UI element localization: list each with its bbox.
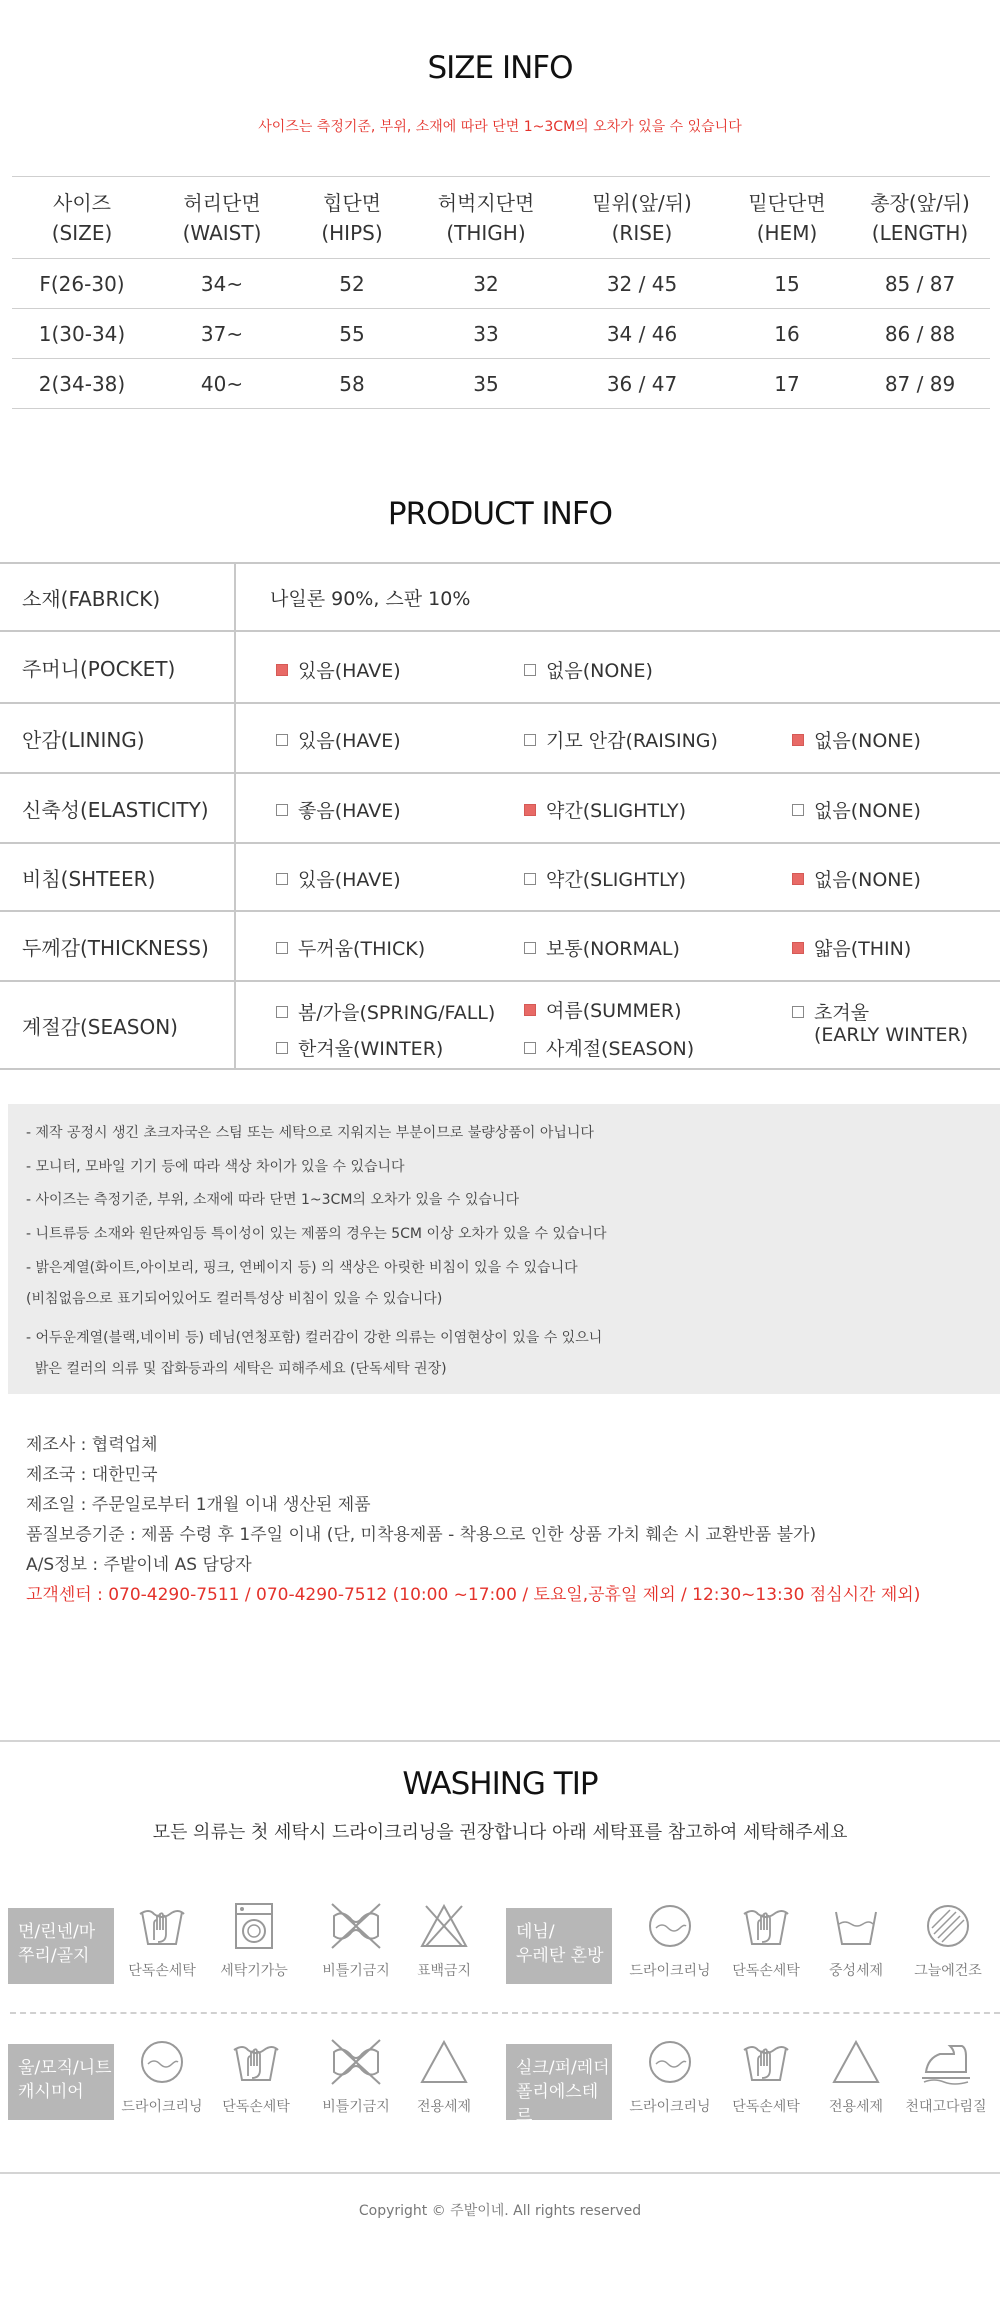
checkbox-indicator <box>792 804 804 816</box>
fabric-badge-cotton <box>8 1908 114 1984</box>
header-en: (HEM) <box>756 220 818 245</box>
detergent-triangle-icon <box>830 2036 882 2088</box>
badge-line: 우레탄 혼방 <box>516 1946 604 1966</box>
thickness-option-normal <box>524 934 680 961</box>
elasticity-row <box>0 774 1000 844</box>
wash-item <box>112 2036 212 2116</box>
notice-line: - 니트류등 소재와 원단짜임등 특이성이 있는 제품의 경우는 5CM 이상 오차가 있을 수 있습니다 <box>26 1226 607 1242</box>
badge-line: 폴리에스테르 <box>516 2082 599 2126</box>
option-label: 보통(NORMAL) <box>546 938 680 960</box>
wash-label: 그늘에건조 <box>914 1963 982 1979</box>
thickness-option-thick <box>276 934 425 961</box>
waist-cell: 37~ <box>152 309 292 359</box>
season-label: 계절감(SEASON) <box>0 982 236 1068</box>
option-label: 여름(SUMMER) <box>546 1000 682 1022</box>
size-cell: F(26-30) <box>12 259 152 309</box>
notice-line: 밝은 컬러의 의류 및 잡화등과의 세탁은 피해주세요 (단독세탁 권장) <box>26 1361 447 1377</box>
maker-line: 제조사 : 협력업체 <box>26 1435 158 1455</box>
table-row <box>12 309 990 359</box>
wash-label: 비틀기금지 <box>322 1963 390 1979</box>
table-row <box>12 259 990 309</box>
season-row <box>0 982 1000 1070</box>
notice-box <box>8 1104 1000 1394</box>
hips-cell: 58 <box>292 359 412 409</box>
wash-item <box>204 1900 304 1980</box>
checkbox-indicator <box>276 873 288 885</box>
option-label: 약간(SLIGHTLY) <box>546 800 687 822</box>
detergent-triangle-icon <box>418 2036 470 2088</box>
header-en: (WAIST) <box>182 220 262 245</box>
hem-cell: 15 <box>724 259 850 309</box>
rise-cell: 32 / 45 <box>560 259 724 309</box>
option-label: 두꺼움(THICK) <box>298 938 426 960</box>
option-label: 있음(HAVE) <box>298 730 401 752</box>
checkbox-indicator <box>524 1042 536 1054</box>
fabric-value: 나일론 90%, 스판 10% <box>270 588 471 610</box>
thigh-cell: 33 <box>412 309 560 359</box>
hand-wash-icon <box>740 2036 792 2088</box>
wash-label: 드라이크리닝 <box>121 2099 203 2115</box>
checkbox-indicator <box>276 734 288 746</box>
wash-label: 중성세제 <box>828 1963 884 1979</box>
maker-line: A/S정보 : 주밭이네 AS 담당자 <box>26 1555 252 1575</box>
wash-label: 비틀기금지 <box>322 2099 390 2115</box>
length-cell: 85 / 87 <box>850 259 990 309</box>
copyright-text: Copyright © 주밭이네. All rights reserved <box>358 2203 642 2219</box>
length-cell: 87 / 89 <box>850 359 990 409</box>
notice-line: - 밝은계열(화이트,아이보리, 핑크, 연베이지 등) 의 색상은 아릿한 비침이 있을 수 있습니다 <box>26 1260 578 1276</box>
wash-label: 전용세제 <box>828 2099 884 2115</box>
wash-item <box>306 2036 406 2116</box>
wash-item <box>898 1900 998 1980</box>
hem-cell: 16 <box>724 309 850 359</box>
customer-center-line: 고객센터 : 070-4290-7511 / 070-4290-7512 (10:00 ~17:00 / 토요일,공휴일 제외 / 12:30~13:30 점심시간 제외) <box>26 1585 921 1605</box>
hand-wash-icon <box>740 1900 792 1952</box>
notice-line: - 사이즈는 측정기준, 부위, 소재에 따라 단면 1~3CM의 오차가 있을 수 있습니다 <box>26 1192 519 1208</box>
hips-cell: 55 <box>292 309 412 359</box>
size-header-thigh <box>412 177 560 259</box>
checkbox-indicator <box>276 804 288 816</box>
washing-tip-subtitle: 모든 의류는 첫 세탁시 드라이크리닝을 권장합니다 아래 세탁표를 참고하여 세탁해주세요 <box>152 1822 848 1843</box>
wash-item <box>806 2036 906 2116</box>
section-divider <box>0 1740 1000 1742</box>
hips-cell: 52 <box>292 259 412 309</box>
checkbox-indicator <box>524 804 536 816</box>
pocket-row <box>0 632 1000 704</box>
thigh-cell: 35 <box>412 359 560 409</box>
checkbox-indicator <box>792 734 804 746</box>
dry-clean-icon <box>136 2036 188 2088</box>
badge-line: 쭈리/골지 <box>18 1946 90 1966</box>
product-info-title: PRODUCT INFO <box>387 496 613 532</box>
header-en: (SIZE) <box>51 220 113 245</box>
lining-option-none <box>792 726 921 753</box>
size-header-length <box>850 177 990 259</box>
option-label: 있음(HAVE) <box>298 660 401 682</box>
checkbox-indicator <box>276 664 288 676</box>
option-label: 얇음(THIN) <box>814 938 912 960</box>
size-header-hem <box>724 177 850 259</box>
washing-machine-icon <box>228 1900 280 1952</box>
rise-cell: 36 / 47 <box>560 359 724 409</box>
size-table <box>12 176 990 409</box>
washing-tip-title: WASHING TIP <box>402 1766 598 1802</box>
lining-label: 안감(LINING) <box>0 704 236 772</box>
lining-row <box>0 704 1000 774</box>
size-cell: 1(30-34) <box>12 309 152 359</box>
option-label: 한겨울(WINTER) <box>298 1038 444 1060</box>
fabric-values <box>236 564 1000 630</box>
length-cell: 86 / 88 <box>850 309 990 359</box>
thickness-option-thin <box>792 934 911 961</box>
lining-option-have <box>276 726 401 753</box>
checkbox-indicator <box>276 1042 288 1054</box>
badge-line: 데님/ <box>516 1922 555 1942</box>
sheer-option-slightly <box>524 865 686 892</box>
rise-cell: 34 / 46 <box>560 309 724 359</box>
lining-option-raising <box>524 726 718 753</box>
wash-item <box>112 1900 212 1980</box>
maker-line: 제조국 : 대한민국 <box>26 1465 158 1485</box>
badge-line: 캐시미어 <box>18 2082 84 2102</box>
pocket-option-have <box>276 656 401 683</box>
waist-cell: 34~ <box>152 259 292 309</box>
dry-clean-icon <box>644 2036 696 2088</box>
footer-divider <box>0 2172 1000 2174</box>
wash-item <box>620 1900 720 1980</box>
option-label: 사계절(SEASON) <box>546 1038 695 1060</box>
notice-line: - 모니터, 모바일 기기 등에 따라 색상 차이가 있을 수 있습니다 <box>26 1159 405 1175</box>
season-option-winter <box>276 1034 443 1061</box>
option-label: 약간(SLIGHTLY) <box>546 869 687 891</box>
header-ko: 사이즈 <box>53 190 111 215</box>
option-label: 없음(NONE) <box>814 800 921 822</box>
fabric-badge-wool <box>8 2044 114 2120</box>
season-option-summer <box>524 996 682 1023</box>
checkbox-indicator <box>524 873 536 885</box>
size-cell: 2(34-38) <box>12 359 152 409</box>
thickness-row <box>0 912 1000 982</box>
pocket-label: 주머니(POCKET) <box>0 632 236 702</box>
header-ko: 허리단면 <box>183 190 261 215</box>
wash-item <box>716 1900 816 1980</box>
table-row <box>12 359 990 409</box>
badge-line: 면/린넨/마 <box>18 1922 96 1942</box>
season-options <box>236 982 1000 1068</box>
season-option-spring-fall <box>276 998 495 1025</box>
sheer-options <box>236 844 1000 910</box>
fabric-label: 소재(FABRICK) <box>0 564 236 630</box>
badge-line: 울/모직/니트 <box>18 2058 112 2078</box>
checkbox-indicator <box>524 942 536 954</box>
option-label: 봄/가을(SPRING/FALL) <box>298 1002 496 1024</box>
wash-label: 전용세제 <box>416 2099 472 2115</box>
waist-cell: 40~ <box>152 359 292 409</box>
wash-item <box>306 1900 406 1980</box>
product-info-table <box>0 562 1000 1070</box>
pocket-option-none <box>524 656 653 683</box>
header-ko: 총장(앞/뒤) <box>870 190 970 215</box>
header-ko: 허벅지단면 <box>437 190 535 215</box>
size-header-waist <box>152 177 292 259</box>
size-header-hips <box>292 177 412 259</box>
wash-label: 드라이크리닝 <box>629 1963 711 1979</box>
size-info-note: 사이즈는 측정기준, 부위, 소재에 따라 단면 1~3CM의 오차가 있을 수 있습니다 <box>258 119 742 135</box>
notice-line: - 제작 공정시 생긴 초크자국은 스팀 또는 세탁으로 지워지는 부분이므로 불량상품이 아닙니다 <box>26 1125 594 1141</box>
wash-label: 단독손세탁 <box>222 2099 290 2115</box>
wash-item <box>394 1900 494 1980</box>
thickness-options <box>236 912 1000 980</box>
hand-wash-icon <box>136 1900 188 1952</box>
size-table-header-row <box>12 177 990 259</box>
elasticity-label: 신축성(ELASTICITY) <box>0 774 236 842</box>
checkbox-indicator <box>792 942 804 954</box>
no-bleach-icon <box>418 1900 470 1952</box>
hem-cell: 17 <box>724 359 850 409</box>
dashed-divider <box>10 2012 1000 2014</box>
option-label: 없음(NONE) <box>814 730 921 752</box>
size-info-title: SIZE INFO <box>427 50 573 86</box>
notice-line: - 어두운계열(블랙,네이비 등) 데님(연청포함) 컬러감이 강한 의류는 이염현상이 있을 수 있으니 <box>26 1330 603 1346</box>
checkbox-indicator <box>524 734 536 746</box>
wash-label: 세탁기가능 <box>220 1963 288 1979</box>
dry-clean-icon <box>644 1900 696 1952</box>
wash-label: 천대고다림질 <box>905 2099 987 2115</box>
sheer-option-have <box>276 865 401 892</box>
size-header-size <box>12 177 152 259</box>
wash-label: 표백금지 <box>416 1963 472 1979</box>
option-label: 초겨울 <box>814 1002 870 1024</box>
option-label: 기모 안감(RAISING) <box>546 730 718 752</box>
no-wring-icon <box>328 2036 384 2088</box>
badge-line: 실크/퍼/레더 <box>516 2058 610 2078</box>
season-option-early-winter <box>792 998 869 1025</box>
season-early-winter-en: (EARLY WINTER) <box>814 1024 969 1046</box>
size-header-rise <box>560 177 724 259</box>
wash-item <box>806 1900 906 1980</box>
header-en: (RISE) <box>611 220 673 245</box>
neutral-detergent-icon <box>830 1900 882 1952</box>
wash-label: 단독손세탁 <box>732 1963 800 1979</box>
elasticity-option-slightly <box>524 796 686 823</box>
header-en: (THIGH) <box>446 220 526 245</box>
wash-item <box>206 2036 306 2116</box>
header-ko: 밑위(앞/뒤) <box>592 190 692 215</box>
header-en: (HIPS) <box>321 220 383 245</box>
checkbox-indicator <box>792 1006 804 1018</box>
maker-line: 제조일 : 주문일로부터 1개월 이내 생산된 제품 <box>26 1495 371 1515</box>
fabric-badge-silk <box>506 2044 612 2126</box>
header-ko: 밑단단면 <box>748 190 826 215</box>
shade-dry-icon <box>922 1900 974 1952</box>
checkbox-indicator <box>524 664 536 676</box>
header-en: (LENGTH) <box>871 220 969 245</box>
wash-item <box>716 2036 816 2116</box>
fabric-badge-denim <box>506 1908 612 1984</box>
fabric-row <box>0 564 1000 632</box>
elasticity-option-none <box>792 796 921 823</box>
sheer-row <box>0 844 1000 912</box>
wash-item <box>620 2036 720 2116</box>
lining-options <box>236 704 1000 772</box>
option-label: 없음(NONE) <box>814 869 921 891</box>
elasticity-options <box>236 774 1000 842</box>
option-label: 있음(HAVE) <box>298 869 401 891</box>
iron-cloth-icon <box>918 2036 974 2088</box>
thigh-cell: 32 <box>412 259 560 309</box>
wash-label: 드라이크리닝 <box>629 2099 711 2115</box>
wash-item <box>896 2036 996 2116</box>
pocket-options <box>236 632 1000 702</box>
option-label: 없음(NONE) <box>546 660 653 682</box>
hand-wash-icon <box>230 2036 282 2088</box>
thickness-label: 두께감(THICKNESS) <box>0 912 236 980</box>
maker-line: 품질보증기준 : 제품 수령 후 1주일 이내 (단, 미착용제품 - 착용으로 인한 상품 가치 훼손 시 교환반품 불가) <box>26 1525 817 1545</box>
wash-label: 단독손세탁 <box>128 1963 196 1979</box>
checkbox-indicator <box>276 1006 288 1018</box>
wash-label: 단독손세탁 <box>732 2099 800 2115</box>
wash-item <box>394 2036 494 2116</box>
sheer-option-none <box>792 865 921 892</box>
elasticity-option-have <box>276 796 401 823</box>
sheer-label: 비침(SHTEER) <box>0 844 236 910</box>
header-ko: 힙단면 <box>323 190 381 215</box>
no-wring-icon <box>328 1900 384 1952</box>
notice-line: (비침없음으로 표기되어있어도 컬러특성상 비침이 있을 수 있습니다) <box>26 1291 443 1307</box>
checkbox-indicator <box>276 942 288 954</box>
checkbox-indicator <box>792 873 804 885</box>
season-option-all-season <box>524 1034 694 1061</box>
checkbox-indicator <box>524 1004 536 1016</box>
option-label: 좋음(HAVE) <box>298 800 401 822</box>
